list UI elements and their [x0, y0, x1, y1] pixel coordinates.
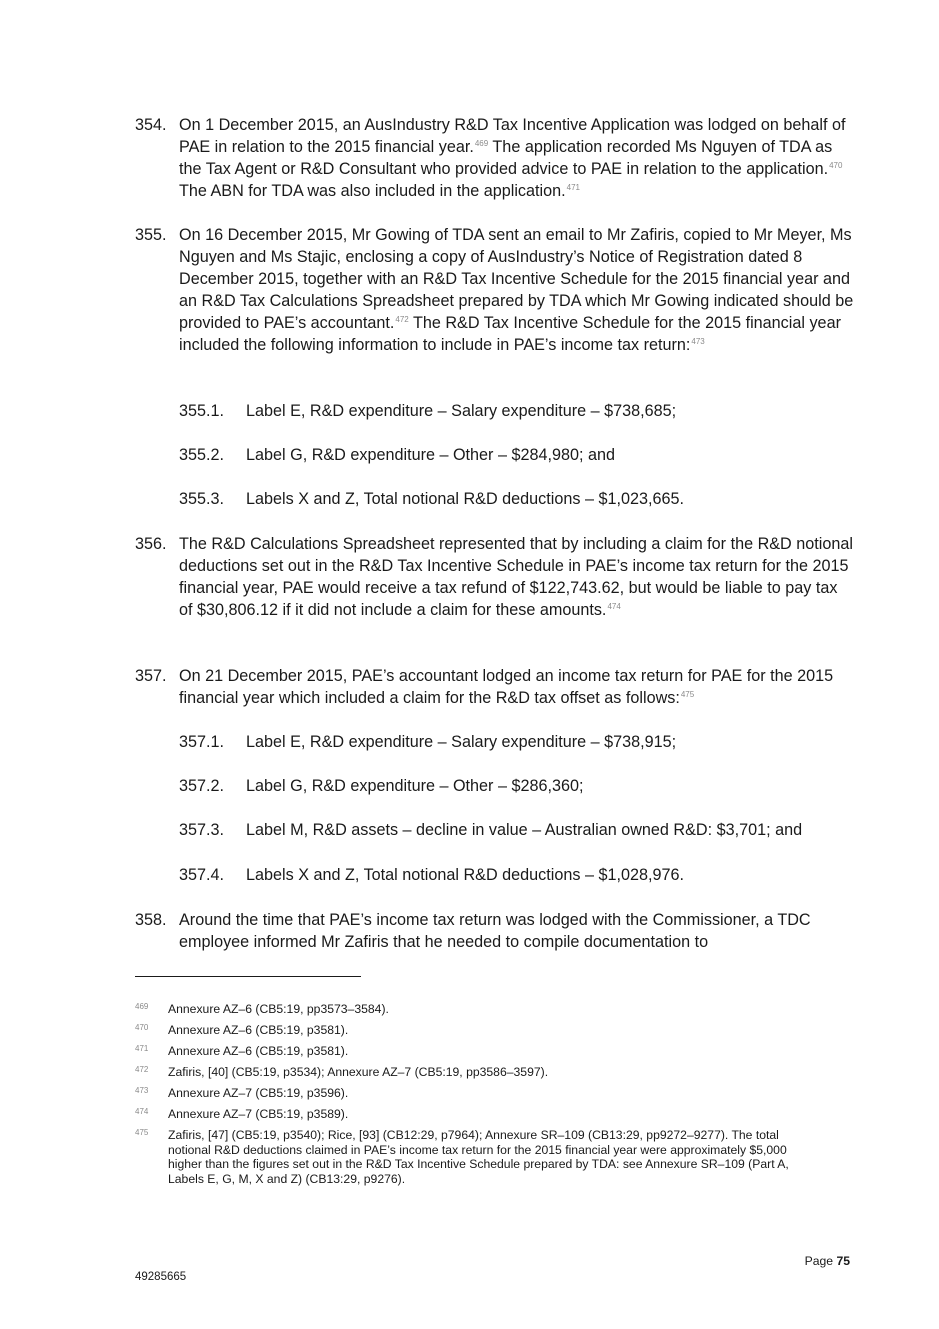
subparagraph-number: 355.3.	[179, 490, 225, 508]
paragraph-body	[179, 665, 855, 709]
footnote-reference: 475	[680, 690, 695, 699]
page-label: Page	[804, 1254, 834, 1268]
subparagraph-355-3	[179, 488, 859, 510]
footnote-474	[135, 1107, 805, 1122]
subparagraph-number: 357.1.	[179, 733, 225, 751]
footnote-reference: 470	[829, 161, 843, 170]
paragraph-body	[179, 909, 855, 953]
paragraph-body	[179, 114, 855, 202]
subparagraph-body	[246, 444, 859, 466]
paragraph-357	[135, 665, 855, 709]
footnote-text: Annexure AZ–7 (CB5:19, p3596).	[168, 1086, 349, 1100]
subparagraph-body	[246, 864, 859, 886]
paragraph-text: Label E, R&D expenditure – Salary expenditure – $738,915;	[246, 733, 677, 751]
footnote-text: Annexure AZ–6 (CB5:19, p3581).	[168, 1044, 349, 1058]
paragraph-text: The R&D Calculations Spreadsheet represented that by including a claim for the R&D notional deductions set out in the R&D Tax Incentive Schedule in PAE’s income tax return for the 2015 financial year, PAE would receive a tax refund of $122,743.62, but would be liable to pay tax of $30,806.12 if it did not include a claim for these amounts.	[179, 535, 853, 619]
footnote-reference: 469	[474, 139, 489, 148]
footnote-text: Annexure AZ–6 (CB5:19, p3581).	[168, 1023, 349, 1037]
subparagraph-number: 357.3.	[179, 821, 225, 839]
subparagraph-number: 357.4.	[179, 866, 225, 884]
footnote-number: 472	[135, 1065, 149, 1074]
subparagraph-body	[246, 488, 859, 510]
paragraph-text: Label M, R&D assets – decline in value – Australian owned R&D: $3,701; and	[246, 821, 803, 839]
footnote-reference: 472	[395, 315, 409, 324]
paragraph-355	[135, 224, 855, 356]
paragraph-text: Label E, R&D expenditure – Salary expenditure – $738,685;	[246, 402, 677, 420]
paragraph-356	[135, 533, 855, 621]
paragraph-text: Labels X and Z, Total notional R&D deductions – $1,028,976.	[246, 866, 684, 884]
footnote-text: Annexure AZ–7 (CB5:19, p3589).	[168, 1107, 349, 1121]
footnote-text: Zafiris, [40] (CB5:19, p3534); Annexure AZ–7 (CB5:19, pp3586–3597).	[168, 1065, 549, 1079]
paragraph-358	[135, 909, 855, 953]
paragraph-number: 358.	[135, 911, 167, 929]
footnote-number: 469	[135, 1002, 149, 1011]
footnote-471	[135, 1044, 805, 1059]
footnote-reference: 474	[607, 602, 621, 611]
paragraph-text: On 1 December 2015, an AusIndustry R&D Tax Incentive Application was lodged on behalf of PAE in relation to the 2015 financial year.	[179, 116, 846, 156]
paragraph-number: 356.	[135, 535, 167, 553]
subparagraph-body	[246, 731, 859, 753]
paragraph-body	[179, 533, 855, 621]
subparagraph-number: 357.2.	[179, 777, 225, 795]
paragraph-number: 355.	[135, 226, 167, 244]
paragraph-text: Labels X and Z, Total notional R&D deductions – $1,023,665.	[246, 490, 684, 508]
paragraph-text: Around the time that PAE’s income tax return was lodged with the Commissioner, a TDC employee informed Mr Zafiris that he needed to compile documentation to	[179, 911, 811, 951]
paragraph-354	[135, 114, 855, 202]
document-id: 49285665	[135, 1271, 187, 1283]
subparagraph-number: 355.1.	[179, 402, 225, 420]
footnote-number: 474	[135, 1107, 149, 1116]
subparagraph-357-4	[179, 864, 859, 886]
paragraph-text: Label G, R&D expenditure – Other – $286,360;	[246, 777, 584, 795]
footnote-text: Annexure AZ–6 (CB5:19, pp3573–3584).	[168, 1002, 389, 1016]
paragraph-text: On 21 December 2015, PAE’s accountant lodged an income tax return for PAE for the 2015 financial year which included a claim for the R&D tax offset as follows:	[179, 667, 834, 707]
paragraph-text: The R&D Tax Incentive Schedule for the 2015 financial year included the following information to include in PAE’s income tax return:	[179, 314, 841, 354]
paragraph-text: The application recorded Ms Nguyen of TDA as the Tax Agent or R&D Consultant who provided advice to PAE in relation to the application.	[179, 138, 833, 178]
footnote-473	[135, 1086, 805, 1101]
footnote-number: 473	[135, 1086, 149, 1095]
page-number-value: 75	[836, 1254, 850, 1268]
subparagraph-body	[246, 400, 859, 422]
footnote-number: 470	[135, 1023, 149, 1032]
footnote-reference: 471	[566, 183, 580, 192]
subparagraph-body	[246, 819, 859, 841]
subparagraph-357-3	[179, 819, 859, 841]
paragraph-text: On 16 December 2015, Mr Gowing of TDA sent an email to Mr Zafiris, copied to Mr Meyer, Ms Nguyen and Ms Stajic, enclosing a copy of AusIndustry’s Notice of Registration dated 8 December 2015, together with an R&D Tax Incentive Schedule for the 2015 financial year and an R&D Tax Calculations Spreadsheet prepared by TDA which Mr Gowing indicated should be provided to PAE’s accountant.	[179, 226, 854, 332]
paragraph-number: 357.	[135, 667, 167, 685]
footnote-469	[135, 1002, 805, 1017]
paragraph-body	[179, 224, 855, 356]
footnote-470	[135, 1023, 805, 1038]
footnote-number: 475	[135, 1128, 149, 1137]
paragraph-text: Label G, R&D expenditure – Other – $284,980; and	[246, 446, 615, 464]
footnote-number: 471	[135, 1044, 149, 1053]
paragraph-number: 354.	[135, 116, 167, 134]
subparagraph-number: 355.2.	[179, 446, 225, 464]
footnote-separator	[135, 976, 361, 977]
page-number	[805, 1254, 850, 1268]
subparagraph-355-1	[179, 400, 859, 422]
subparagraph-355-2	[179, 444, 859, 466]
footnote-475	[135, 1128, 805, 1186]
subparagraph-357-2	[179, 775, 859, 797]
subparagraph-body	[246, 775, 859, 797]
footnote-472	[135, 1065, 805, 1080]
footnote-text: Zafiris, [47] (CB5:19, p3540); Rice, [93] (CB12:29, p7964); Annexure SR–109 (CB13:29, pp9272–9277). The total notional R&D deductions claimed in PAE’s income tax return for the 2015 financial year were approximately $5,000 higher than the figures set out in the R&D Tax Incentive Schedule prepared by TDA: see Annexure SR–109 (Part A, Labels E, G, M, X and Z) (CB13:29, p9276).	[168, 1128, 789, 1186]
footnote-reference: 473	[691, 337, 705, 346]
paragraph-text: The ABN for TDA was also included in the application.	[179, 182, 566, 200]
subparagraph-357-1	[179, 731, 859, 753]
